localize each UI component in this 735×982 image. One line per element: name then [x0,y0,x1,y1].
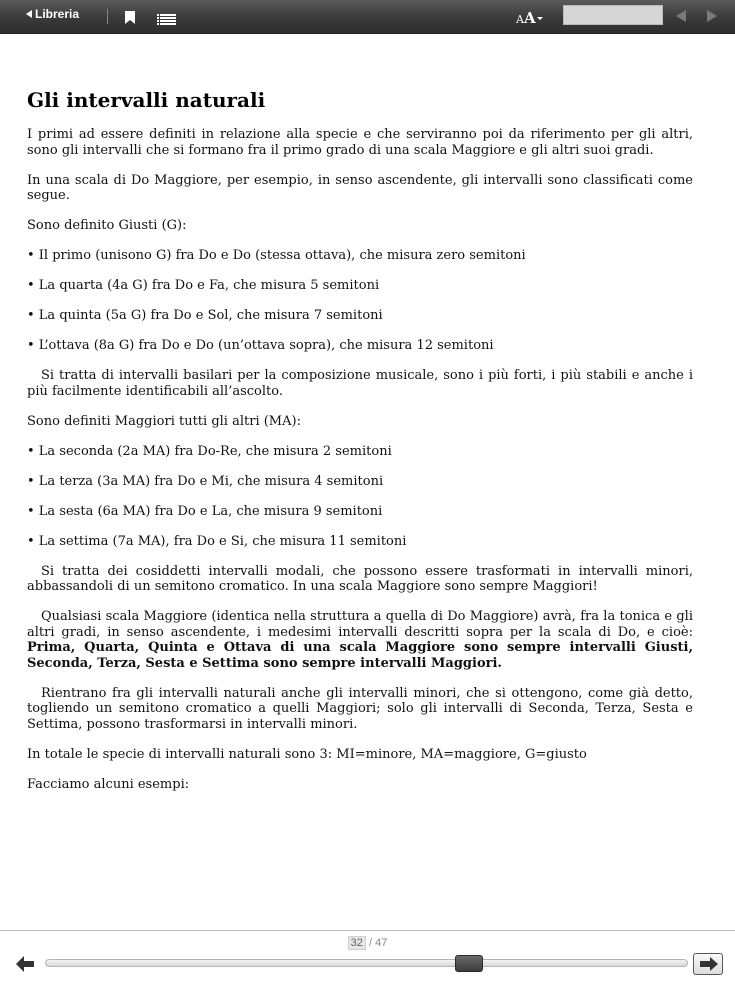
toolbar-divider [107,9,108,24]
total-pages: / 47 [368,937,388,949]
list-item: • La quinta (5a G) fra Do e Sol, che misura 7 semitoni [27,308,383,323]
list-item: • La terza (3a MA) fra Do e Mi, che misura 4 semitoni [27,473,384,489]
library-back-button[interactable] [26,7,79,21]
book-page-content [27,88,693,807]
paragraph-totale: In totale le specie di intervalli naturali sono 3: MI=minore, MA=maggiore, G=giusto [27,746,587,762]
page-title: Gli intervalli naturali [27,88,266,112]
paragraph-qualsiasi-text: Qualsiasi scala Maggiore (identica nella struttura a quella di Do Maggiore) avrà, fra la tonica e gli altri gradi, in senso ascendente, i medesimi intervalli descritti sopra per la scala di Do, e cioè: [27,609,693,640]
list-item: • La quarta (4a G) fra Do e Fa, che misura 5 semitoni [27,278,380,293]
list-item: • La sesta (6a MA) fra Do e La, che misura 9 semitoni [27,503,383,519]
paragraph-intro: I primi ad essere definiti in relazione alla specie e che serviranno poi da riferimento per gli altri, sono gli intervalli che si formano fra il primo grado di una scala Maggiore e gli altri suoi gradi. [27,127,693,158]
table-of-contents-icon[interactable] [157,10,176,21]
paragraph-qualsiasi-scala [27,609,693,671]
paragraph-maggiori-heading: Sono definiti Maggiori tutti gli altri (MA): [27,413,301,429]
page-slider-thumb[interactable] [455,955,483,972]
list-item: • L’ottava (8a G) fra Do e Do (un’ottava sopra), che misura 12 semitoni [27,338,494,353]
paragraph-giusti-heading: Sono definito Giusti (G): [27,218,187,233]
font-size-large-label: A [523,9,536,27]
search-input[interactable] [563,5,663,25]
list-item: • La settima (7a MA), fra Do e Si, che misura 11 semitoni [27,533,407,549]
paragraph-example: In una scala di Do Maggiore, per esempio, in senso ascendente, gli intervalli sono classificati come segue. [27,172,693,203]
prev-result-arrow-icon[interactable] [676,10,686,22]
library-back-label: Libreria [35,7,80,21]
back-arrow-icon [26,10,32,18]
font-size-button[interactable] [516,8,543,27]
page-slider-track[interactable] [45,959,688,967]
bookmark-icon[interactable] [125,9,135,22]
paragraph-giusti-note: Si tratta di intervalli basilari per la composizione musicale, sono i più forti, i più stabili e anche i più facilmente identificabili all’ascolto. [27,368,693,399]
chevron-down-icon [537,17,543,20]
list-item: • Il primo (unisono G) fra Do e Do (stessa ottava), che misura zero semitoni [27,248,526,263]
prev-page-arrow-icon[interactable] [16,956,34,972]
page-indicator [0,936,735,950]
paragraph-minori: Rientrano fra gli intervalli naturali anche gli intervalli minori, che si ottengono, come già detto, togliendo un semitono cromatico a quelli Maggiori; solo gli intervalli di Seconda, Terza, Sesta e Settima, possono trasformarsi in intervalli minori. [27,685,693,732]
next-page-button[interactable] [693,953,723,975]
paragraph-qualsiasi-bold: Prima, Quarta, Quinta e Ottava di una scala Maggiore sono sempre intervalli Giusti, Seconda, Terza, Sesta e Settima sono sempre intervalli Maggiori. [27,640,693,671]
font-size-small-label: A [516,13,524,26]
next-page-arrow-icon [700,957,718,971]
list-item: • La seconda (2a MA) fra Do-Re, che misura 2 semitoni [27,443,392,459]
current-page-number[interactable]: 32 [348,936,366,950]
paragraph-modali: Si tratta dei cosiddetti intervalli modali, che possono essere trasformati in intervalli minori, abbassandoli di un semitono cromatico. In una scala Maggiore sono sempre Maggiori! [27,563,693,594]
paragraph-esempi: Facciamo alcuni esempi: [27,776,190,792]
top-toolbar [0,0,735,34]
next-result-arrow-icon[interactable] [707,10,717,22]
